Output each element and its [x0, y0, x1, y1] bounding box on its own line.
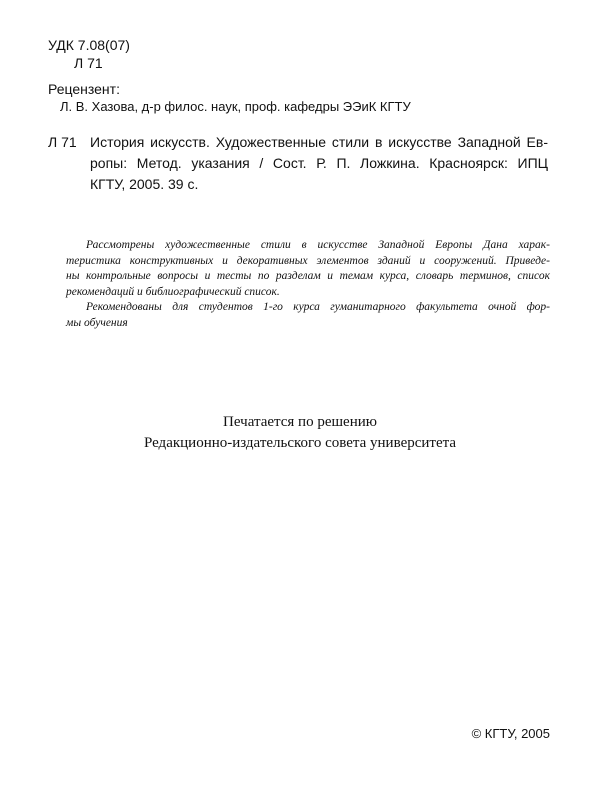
annotation-line: теристика конструктивных и декоративных элементов зданий и сооружений. Приведе- [66, 254, 550, 267]
bibliographic-line: КГТУ, 2005. 39 с. [90, 176, 199, 192]
author-mark: Л 71 [74, 55, 103, 71]
reviewer-block [48, 80, 411, 116]
udk-block [48, 36, 130, 72]
bibliographic-line: ропы: Метод. указания / Сост. Р. П. Ложкина. Красноярск: ИПЦ [90, 155, 548, 171]
imprint-line: Печатается по решению [223, 414, 377, 430]
udk-code: УДК 7.08(07) [48, 37, 130, 53]
copyright-notice: © КГТУ, 2005 [471, 726, 550, 741]
annotation [66, 238, 550, 331]
bibliographic-line: История искусств. Художественные стили в искусстве Западной Ев- [90, 134, 548, 150]
bibliographic-author-mark: Л 71 [48, 134, 77, 150]
annotation-line: мы обучения [66, 316, 128, 329]
imprint-note [0, 412, 600, 454]
reviewer-name: Л. В. Хазова, д-р филос. наук, проф. кафедры ЭЭиК КГТУ [60, 99, 411, 114]
reviewer-label: Рецензент: [48, 81, 120, 97]
annotation-line: рекомендаций и библиографический список. [66, 285, 280, 298]
annotation-line: ны контрольные вопросы и тесты по разделам и темам курса, словарь терминов, список [66, 270, 550, 282]
bibliographic-description [90, 132, 548, 195]
imprint-line: Редакционно-издательского совета университета [143, 435, 457, 451]
annotation-line: Рекомендованы для студентов 1-го курса гуманитарного факультета очной фор- [86, 301, 550, 313]
bibliographic-record [48, 132, 548, 195]
annotation-line: Рассмотрены художественные стили в искусстве Западной Европы Дана харак- [86, 239, 550, 251]
